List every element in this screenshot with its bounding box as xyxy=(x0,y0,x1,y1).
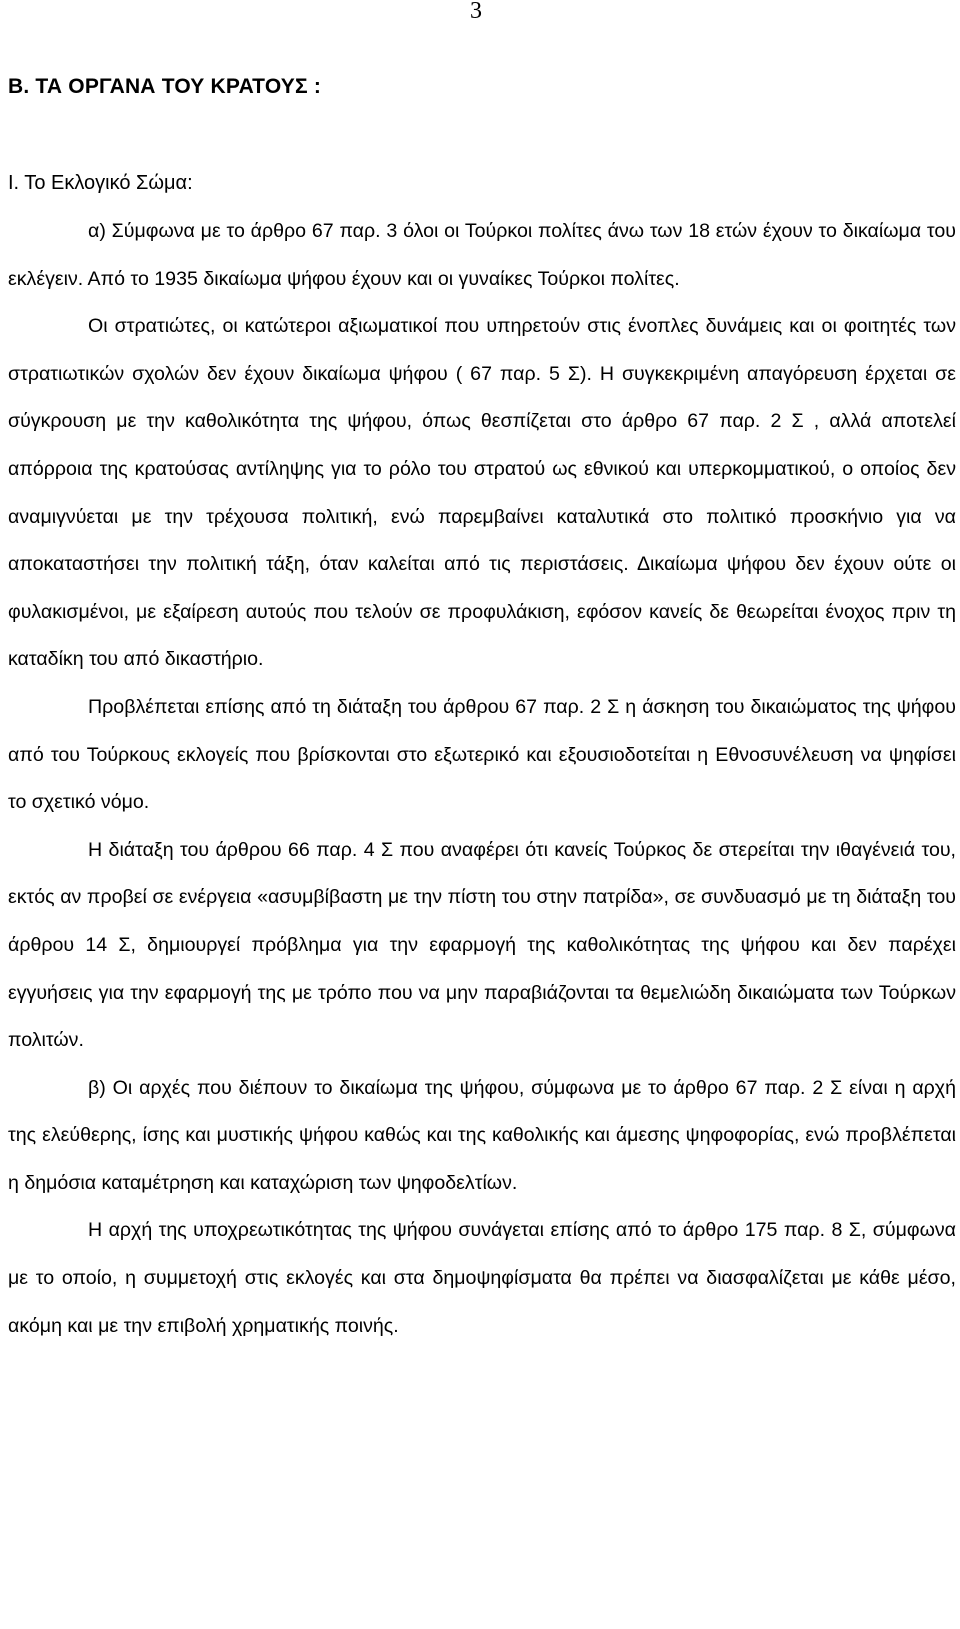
document-body xyxy=(8,208,956,1350)
subsection-title: Ι. Το Εκλογικό Σώμα: xyxy=(8,172,193,194)
paragraph: β) Οι αρχές που διέπουν το δικαίωμα της ψήφου, σύμφωνα με το άρθρο 67 παρ. 2 Σ είναι η αρχή της ελεύθερης, ίσης και μυστικής ψήφου καθώς και της καθολικής και άμεσης ψηφοφορίας, ενώ προβλέπεται η δημόσια καταμέτρηση και καταχώριση των ψηφοδελτίων. xyxy=(8,1076,956,1194)
paragraph: α) Σύμφωνα με το άρθρο 67 παρ. 3 όλοι οι Τούρκοι πολίτες άνω των 18 ετών έχουν το δικαίωμα του εκλέγειν. Από το 1935 δικαίωμα ψήφου έχουν και οι γυναίκες Τούρκοι πολίτες. xyxy=(8,220,956,290)
paragraph: Οι στρατιώτες, οι κατώτεροι αξιωματικοί που υπηρετούν στις ένοπλες δυνάμεις και οι φοιτητές των στρατιωτικών σχολών δεν έχουν δικαίωμα ψήφου ( 67 παρ. 5 Σ). Η συγκεκριμένη απαγόρευση έρχεται σε σύγκρουση με την καθολικότητα της ψήφου, όπως θεσπίζεται στο άρθρο 67 παρ. 2 Σ , αλλά αποτελεί απόρροια της κρατούσας αντίληψης για το ρόλο του στρατού ως εθνικού και υπερκομματικού, ο οποίος δεν αναμιγνύεται με την τρέχουσα πολιτική, ενώ παρεμβαίνει καταλυτικά στο πολιτικό προσκήνιο για να αποκαταστήσει την πολιτική τάξη, όταν καλείται από τις περιστάσεις. Δικαίωμα ψήφου δεν έχουν ούτε οι φυλακισμένοι, με εξαίρεση αυτούς που τελούν σε προφυλάκιση, εφόσον κανείς δε θεωρείται ένοχος πριν τη καταδίκη του από δικαστήριο. xyxy=(8,315,956,671)
paragraph: Η διάταξη του άρθρου 66 παρ. 4 Σ που αναφέρει ότι κανείς Τούρκος δε στερείται την ιθαγένειά του, εκτός αν προβεί σε ενέργεια «ασυμβίβαστη με την πίστη του στην πατρίδα», σε συνδυασμό με τη διάταξη του άρθρου 14 Σ, δημιουργεί πρόβλημα για την εφαρμογή της καθολικότητας της ψήφου και δεν παρέχει εγγυήσεις για την εφαρμογή της με τρόπο που να μην παραβιάζονται τα θεμελιώδη δικαιώματα των Τούρκων πολιτών. xyxy=(8,838,956,1052)
section-title: Β. ΤΑ ΟΡΓΑΝΑ ΤΟΥ ΚΡΑΤΟΥΣ : xyxy=(8,75,322,98)
paragraph: Προβλέπεται επίσης από τη διάταξη του άρθρου 67 παρ. 2 Σ η άσκηση του δικαιώματος της ψήφου από του Τούρκους εκλογείς που βρίσκονται στο εξωτερικό και εξουσιοδοτείται η Εθνοσυνέλευση να ψηφίσει το σχετικό νόμο. xyxy=(8,695,956,814)
paragraph: Η αρχή της υποχρεωτικότητας της ψήφου συνάγεται επίσης από το άρθρο 175 παρ. 8 Σ, σύμφωνα με το οποίο, η συμμετοχή στις εκλογές και στα δημοψηφίσματα θα πρέπει να διασφαλίζεται με κάθε μέσο, ακόμη και με την επιβολή χρηματικής ποινής. xyxy=(8,1219,956,1337)
page-number: 3 xyxy=(470,0,482,24)
